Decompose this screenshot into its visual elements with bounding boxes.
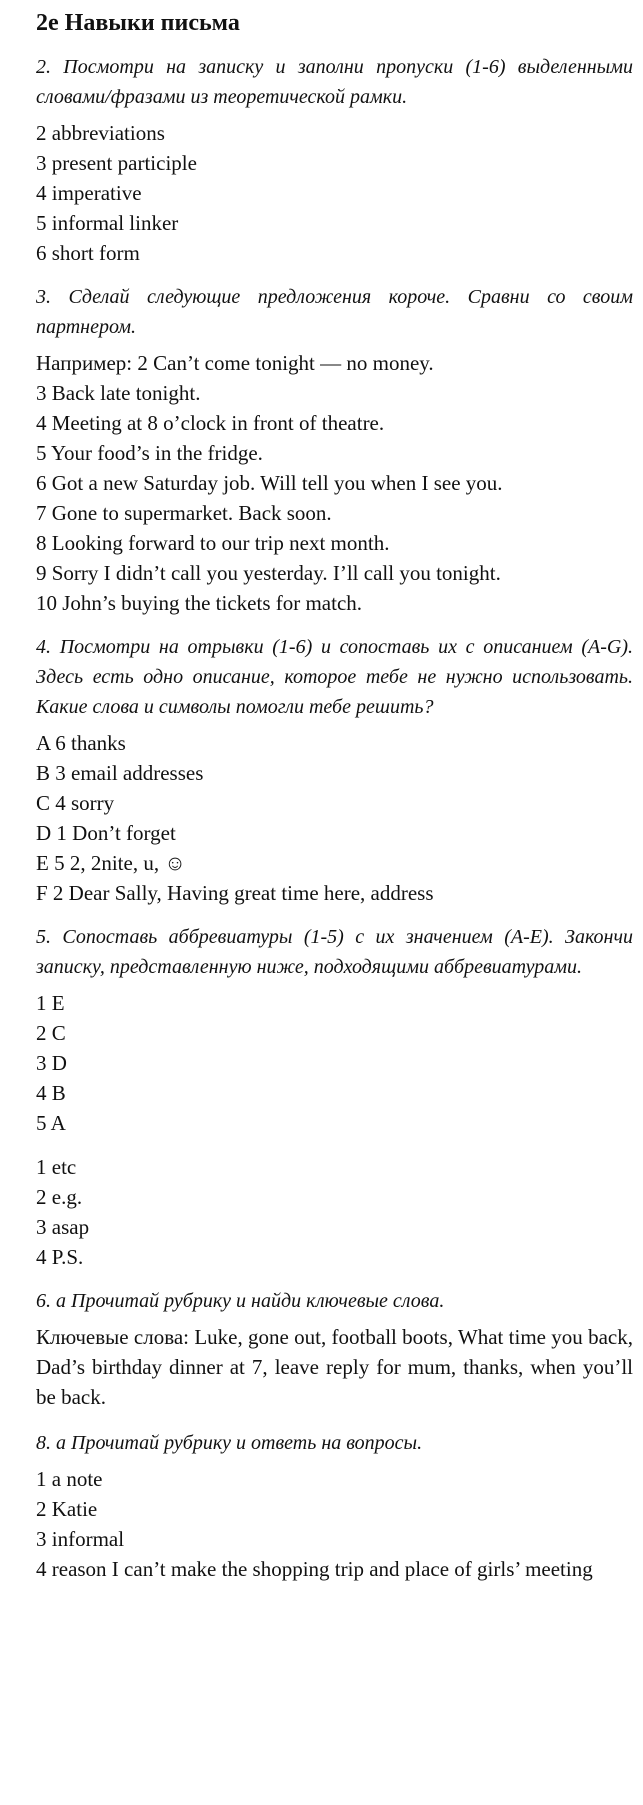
list-item: 3 D: [36, 1051, 67, 1075]
task-2-instruction: 2. Посмотри на записку и заполни пропуски (1-6) выделенными словами/фразами из теоретической рамки.: [36, 56, 633, 108]
list-item: 4 P.S.: [36, 1245, 84, 1269]
list-item: A 6 thanks: [36, 731, 126, 755]
list-item: 1 etc: [36, 1155, 77, 1179]
list-item: 4 B: [36, 1081, 66, 1105]
task-6a-instruction: 6. a Прочитай рубрику и найди ключевые слова.: [36, 1290, 445, 1312]
list-item: E 5 2, 2nite, u, ☺: [36, 851, 186, 875]
list-item: 2 Katie: [36, 1497, 98, 1521]
list-item: 2 abbreviations: [36, 121, 165, 145]
list-item: 10 John’s buying the tickets for match.: [36, 591, 363, 615]
section-task-8a: [36, 1428, 633, 1584]
list-item: 3 Back late tonight.: [36, 381, 201, 405]
task-5-answers-abbreviations: [36, 1152, 633, 1272]
list-item: 6 short form: [36, 241, 140, 265]
task-8a-last-answer: 4 reason I can’t make the shopping trip and place of girls’ meeting: [36, 1557, 593, 1581]
task-2-answers: [36, 118, 633, 268]
list-item: 1 a note: [36, 1467, 103, 1491]
list-item: 5 informal linker: [36, 211, 179, 235]
section-task-3: [36, 282, 633, 618]
list-item: C 4 sorry: [36, 791, 115, 815]
list-item: 4 Meeting at 8 o’clock in front of theatre.: [36, 411, 385, 435]
section-task-4: [36, 632, 633, 908]
task-6a-key-words: Ключевые слова: Luke, gone out, football boots, What time you back, Dad’s birthday dinner at 7, leave reply for mum, thanks, when you’ll be back.: [36, 1325, 633, 1409]
section-task-5: [36, 922, 633, 1272]
list-item: 8 Looking forward to our trip next month.: [36, 531, 390, 555]
list-item: Например: 2 Can’t come tonight — no money.: [36, 351, 434, 375]
page-title: 2e Навыки письма: [36, 10, 240, 36]
list-item: 1 E: [36, 991, 65, 1015]
list-item: B 3 email addresses: [36, 761, 204, 785]
list-item: 5 Your food’s in the fridge.: [36, 441, 263, 465]
list-item: 6 Got a new Saturday job. Will tell you when I see you.: [36, 471, 503, 495]
section-task-2: [36, 52, 633, 268]
list-item: 3 informal: [36, 1527, 125, 1551]
list-item: 7 Gone to supermarket. Back soon.: [36, 501, 332, 525]
task-3-instruction: 3. Сделай следующие предложения короче. Сравни со своим партнером.: [36, 286, 633, 338]
task-5-instruction: 5. Сопоставь аббревиатуры (1-5) с их значением (A-E). Закончи записку, представленную ниже, подходящими аббревиатурами.: [36, 926, 633, 978]
task-8a-answers: [36, 1464, 633, 1554]
section-task-6a: [36, 1286, 633, 1412]
list-item: 3 present participle: [36, 151, 197, 175]
task-4-answers: [36, 728, 633, 908]
list-item: F 2 Dear Sally, Having great time here, address: [36, 881, 434, 905]
list-item: 2 e.g.: [36, 1185, 83, 1209]
list-item: D 1 Don’t forget: [36, 821, 176, 845]
list-item: 3 asap: [36, 1215, 90, 1239]
list-item: 2 C: [36, 1021, 66, 1045]
task-4-instruction: 4. Посмотри на отрывки (1-6) и сопоставь их с описанием (A-G). Здесь есть одно описание, которое тебе не нужно использовать. Какие слова и символы помогли тебе решить?: [36, 636, 633, 718]
task-3-answers: [36, 348, 633, 618]
list-item: 5 A: [36, 1111, 66, 1135]
list-item: 4 imperative: [36, 181, 142, 205]
task-8a-instruction: 8. a Прочитай рубрику и ответь на вопросы.: [36, 1432, 423, 1454]
list-item: 9 Sorry I didn’t call you yesterday. I’ll call you tonight.: [36, 561, 501, 585]
task-5-answers-matching: [36, 988, 633, 1138]
